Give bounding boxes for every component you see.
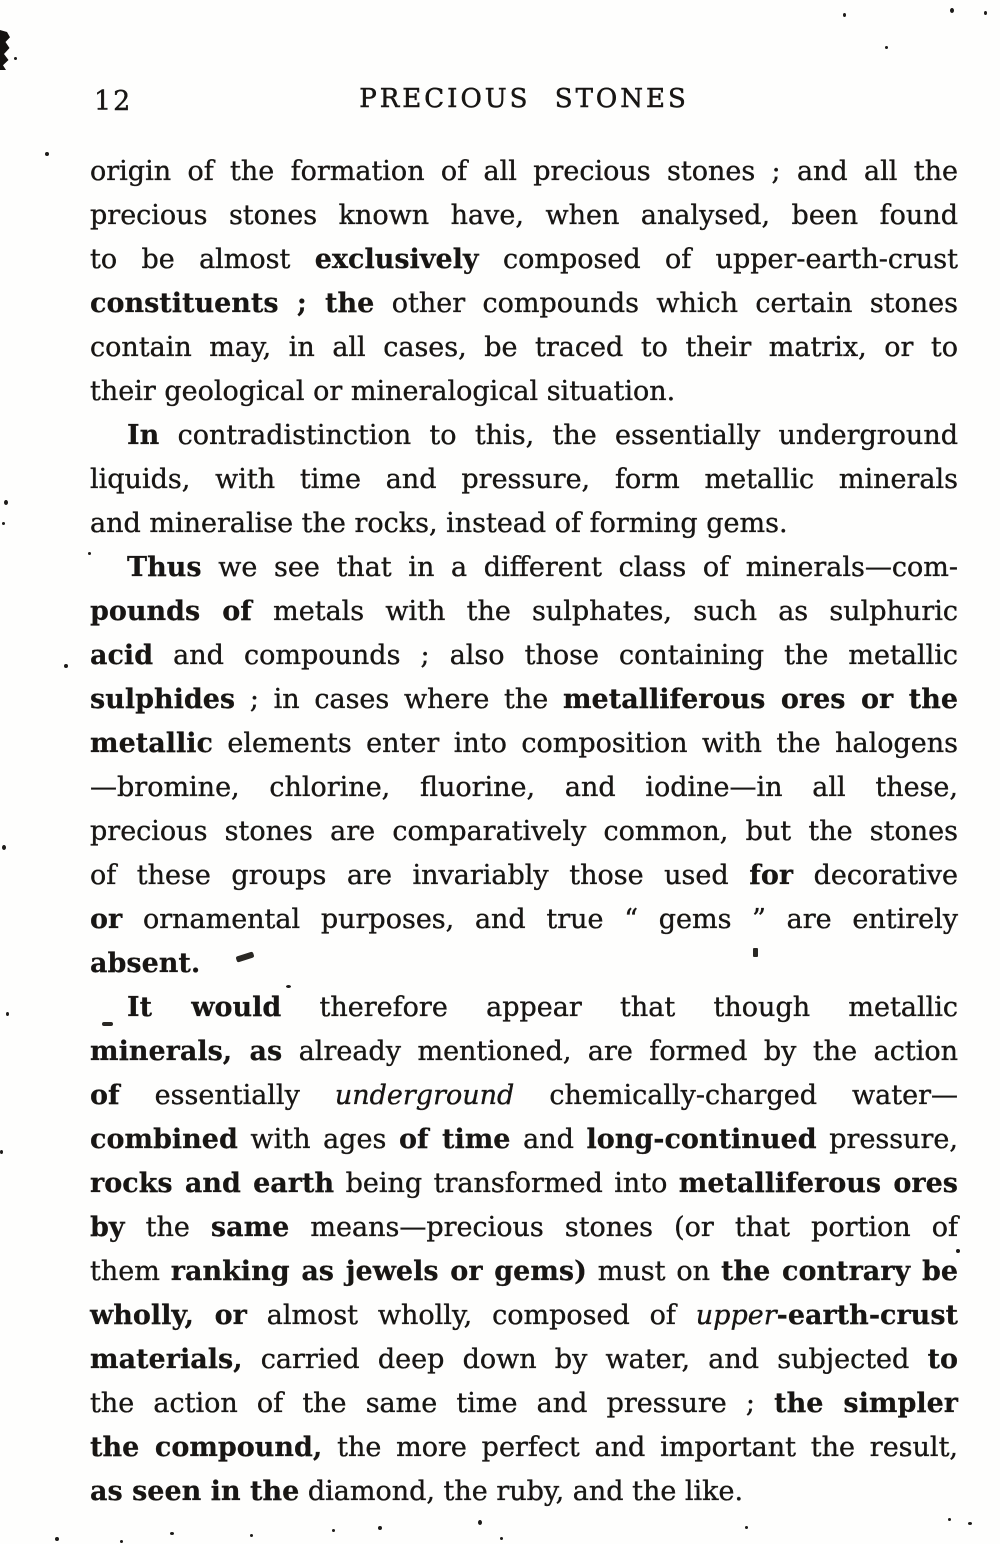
text-line xyxy=(90,414,958,458)
text-segment: we see that in a different class of minerals—com- xyxy=(201,552,958,583)
text-line xyxy=(90,1206,958,1250)
text-segment: diamond, the ruby, and the like. xyxy=(299,1476,744,1507)
text-segment: elements enter into composition with the halogens xyxy=(212,728,958,759)
text-line xyxy=(90,1074,958,1118)
text-line xyxy=(90,282,958,326)
text-segment: pounds of xyxy=(90,596,252,627)
text-segment: precious stones are comparatively common, but the stones xyxy=(90,816,958,847)
text-line xyxy=(90,1250,958,1294)
text-line xyxy=(90,1470,958,1514)
text-segment: decorative xyxy=(793,860,958,891)
text-segment: essentially xyxy=(119,1080,335,1111)
text-segment: contain may, in all cases, be traced to their matrix, or to xyxy=(90,332,958,363)
text-segment: long-continued xyxy=(586,1124,817,1155)
text-segment: constituents ; the xyxy=(90,288,375,319)
text-segment: composed of upper-earth-crust xyxy=(478,244,958,275)
text-line xyxy=(90,458,958,502)
text-segment: metalliferous ores or the xyxy=(562,684,959,715)
text-segment: the simpler xyxy=(774,1388,959,1419)
text-segment: the contrary be xyxy=(721,1256,958,1287)
text-segment: or xyxy=(90,904,123,935)
text-line xyxy=(90,854,958,898)
scan-smudge xyxy=(753,948,758,957)
paragraph xyxy=(90,150,958,414)
text-segment: same xyxy=(210,1212,290,1243)
scan-speckle xyxy=(45,152,49,156)
paragraph xyxy=(90,546,958,986)
scan-speckle xyxy=(4,500,8,505)
text-line xyxy=(90,370,958,414)
text-segment: other compounds which certain stones xyxy=(374,288,959,319)
text-segment: materials, xyxy=(90,1344,243,1375)
scan-speckle xyxy=(250,1534,253,1537)
scan-speckle xyxy=(968,1522,972,1525)
text-segment: means—precious stones (or that portion of xyxy=(289,1212,958,1243)
scan-speckle xyxy=(55,1537,59,1541)
page-header xyxy=(90,84,958,124)
scan-speckle xyxy=(500,1537,503,1540)
text-segment: for xyxy=(749,860,794,891)
text-segment: In xyxy=(127,420,160,451)
text-segment: pressure, xyxy=(816,1124,958,1155)
text-segment: the compound, xyxy=(90,1432,323,1463)
scan-speckle xyxy=(170,1532,174,1535)
scan-speckle xyxy=(843,13,846,17)
text-line xyxy=(90,1426,958,1470)
text-line xyxy=(90,1338,958,1382)
text-segment: origin of the formation of all precious stones ; and all the xyxy=(90,156,958,187)
text-segment: —bromine, chlorine, fluorine, and iodine—in all these, xyxy=(90,772,958,803)
text-segment: being transformed into xyxy=(334,1168,679,1199)
running-title: PRECIOUS STONES xyxy=(359,84,689,114)
text-segment: rocks and earth xyxy=(90,1168,335,1199)
text-line xyxy=(90,1030,958,1074)
text-line xyxy=(90,502,958,546)
text-segment: metallic xyxy=(90,728,213,759)
text-segment: with ages xyxy=(237,1124,399,1155)
text-segment: metals with the sulphates, such as sulphuric xyxy=(251,596,958,627)
scan-speckle xyxy=(64,664,68,668)
text-segment: and mineralise the rocks, instead of forming gems. xyxy=(90,508,788,539)
text-segment: underground xyxy=(334,1080,515,1111)
scan-speckle xyxy=(745,1526,748,1529)
paragraph xyxy=(90,414,958,546)
text-segment: -earth-crust xyxy=(776,1300,958,1331)
text-segment: absent. xyxy=(90,948,201,979)
text-segment: ; in cases where the xyxy=(235,684,563,715)
text-line xyxy=(90,1382,958,1426)
text-line xyxy=(90,238,958,282)
page-number: 12 xyxy=(94,86,133,117)
scan-speckle xyxy=(2,522,5,525)
scan-speckle xyxy=(0,1150,3,1154)
scan-speckle xyxy=(6,1012,9,1016)
text-line xyxy=(90,1162,958,1206)
text-segment: minerals, as xyxy=(90,1036,283,1067)
text-segment: of time xyxy=(398,1124,511,1155)
scan-speckle xyxy=(14,57,17,60)
text-line xyxy=(90,634,958,678)
text-segment: combined xyxy=(90,1124,238,1155)
text-segment: sulphides xyxy=(90,684,236,715)
text-line xyxy=(90,810,958,854)
scan-speckle xyxy=(286,985,291,988)
text-segment: the action of the same time and pressure ; xyxy=(90,1388,775,1419)
text-segment: the xyxy=(124,1212,211,1243)
text-line xyxy=(90,942,958,986)
text-segment: wholly, or xyxy=(90,1300,247,1331)
text-segment: of xyxy=(90,1080,120,1111)
text-segment: ornamental purposes, and true “ gems ” are entirely xyxy=(122,904,958,935)
text-segment: the more perfect and important the result, xyxy=(322,1432,958,1463)
text-segment: liquids, with time and pressure, form metallic minerals xyxy=(90,464,958,495)
text-segment: to be almost xyxy=(90,244,315,275)
text-line xyxy=(90,898,958,942)
text-segment: almost wholly, composed of xyxy=(246,1300,696,1331)
text-segment: upper xyxy=(695,1300,777,1331)
text-segment: must on xyxy=(586,1256,721,1287)
text-segment: precious stones known have, when analysed, been found xyxy=(90,200,958,231)
text-segment: their geological or mineralogical situation. xyxy=(90,376,676,407)
scan-speckle xyxy=(885,46,888,49)
text-segment: contradistinction to this, the essentially underground xyxy=(159,420,958,451)
text-segment: Thus xyxy=(127,552,202,583)
text-segment: ranking as jewels or gems) xyxy=(170,1256,587,1287)
text-line xyxy=(90,150,958,194)
text-line xyxy=(90,766,958,810)
text-segment: It would xyxy=(127,992,282,1023)
scan-speckle xyxy=(88,552,91,555)
text-line xyxy=(90,722,958,766)
text-line xyxy=(90,1294,958,1338)
text-segment: by xyxy=(90,1212,125,1243)
scan-speckle xyxy=(984,11,987,15)
text-segment: metalliferous ores xyxy=(678,1168,959,1199)
text-segment: and xyxy=(510,1124,587,1155)
scan-speckle xyxy=(478,1520,482,1525)
text-segment: to xyxy=(927,1344,958,1375)
text-line xyxy=(90,986,958,1030)
text-segment: carried deep down by water, and subjected xyxy=(242,1344,928,1375)
paragraph xyxy=(90,986,958,1514)
text-segment: as seen in the xyxy=(90,1476,300,1507)
text-segment: and compounds ; also those containing the metallic xyxy=(153,640,958,671)
text-line xyxy=(90,546,958,590)
text-line xyxy=(90,194,958,238)
scan-speckle xyxy=(950,8,954,13)
text-segment: therefore appear that though metallic xyxy=(281,992,958,1023)
scan-speckle xyxy=(948,1518,951,1521)
text-segment: chemically-charged water— xyxy=(514,1080,958,1111)
scan-speckle xyxy=(120,1540,123,1543)
scan-speckle xyxy=(378,1526,382,1530)
text-line xyxy=(90,678,958,722)
text-segment: exclusively xyxy=(314,244,479,275)
scan-speckle xyxy=(2,845,6,850)
text-segment: them xyxy=(90,1256,171,1287)
text-segment: already mentioned, are formed by the action xyxy=(282,1036,958,1067)
scan-speckle xyxy=(332,1529,335,1532)
text-segment: of these groups are invariably those used xyxy=(90,860,750,891)
text-line xyxy=(90,1118,958,1162)
scan-smudge xyxy=(102,1022,113,1026)
scan-edge-blob xyxy=(0,30,10,70)
text-line xyxy=(90,590,958,634)
page-body xyxy=(90,150,958,1514)
scan-speckle xyxy=(956,1249,960,1253)
text-line xyxy=(90,326,958,370)
text-segment: acid xyxy=(90,640,154,671)
